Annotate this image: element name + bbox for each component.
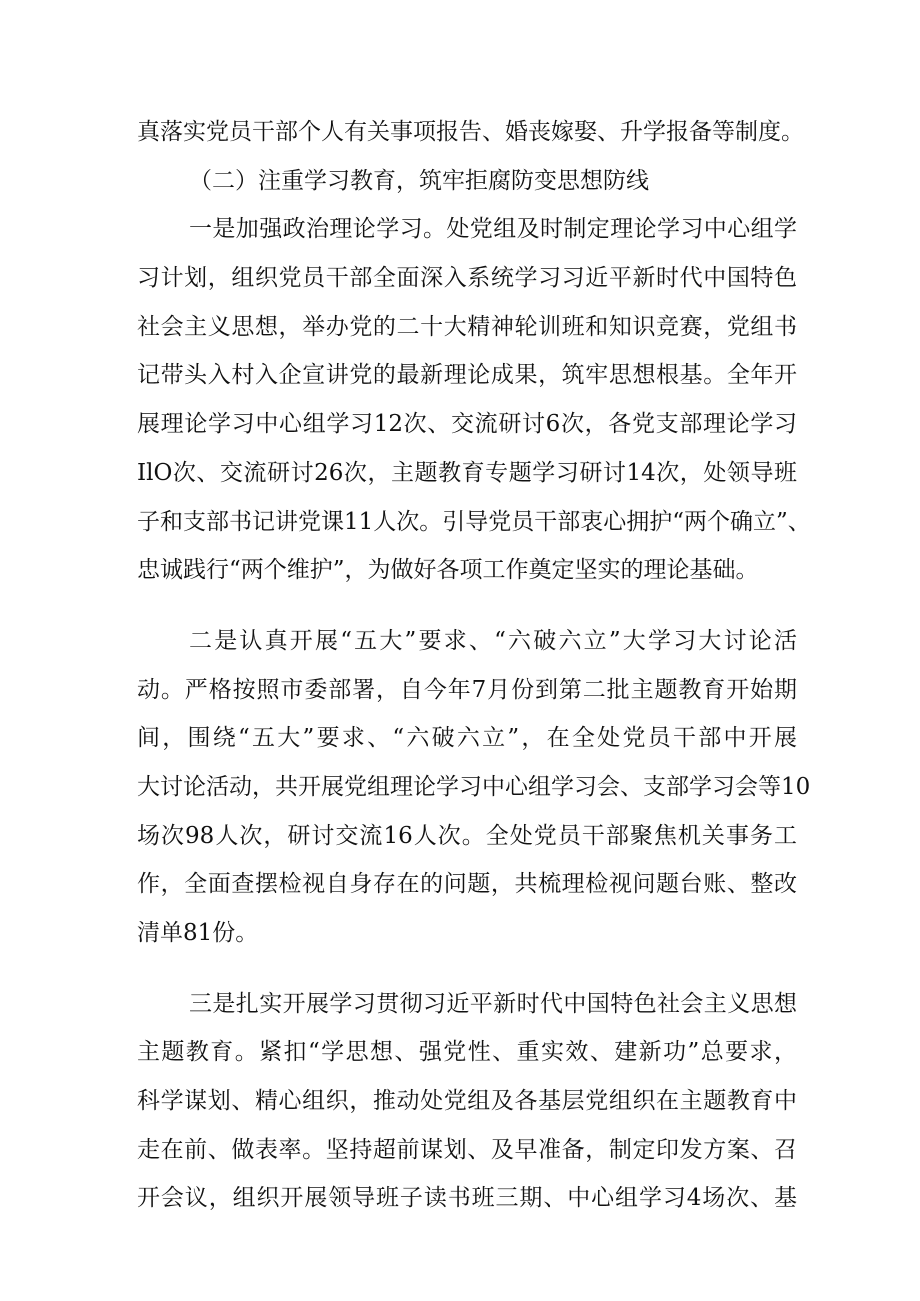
text-line: 科学谋划、精心组织，推动处党组及各基层党组织在主题教育中 <box>137 1088 797 1115</box>
text-line: 忠诚践行“两个维护”，为做好各项工作奠定坚实的理论基础。 <box>137 557 759 584</box>
text-line: 主题教育。紧扣“学思想、强党性、重实效、建新功”总要求， <box>137 1039 797 1066</box>
paragraph-gap <box>137 595 797 617</box>
text-line: 真落实党员干部个人有关事项报告、婚丧嫁娶、升学报备等制度。 <box>137 119 804 145</box>
text-line: IlO次、交流研讨26次，主题教育专题学习研讨14次，处领导班 <box>137 459 797 486</box>
paragraph-gap <box>137 958 797 980</box>
text-line: 记带头入村入企宣讲党的最新理论成果，筑牢思想根基。全年开 <box>137 362 797 389</box>
text-line: 一是加强政治理论学习。处党组及时制定理论学习中心组学 <box>189 216 797 243</box>
text-line: 开会议，组织开展领导班子读书班三期、中心组学习4场次、基 <box>137 1185 797 1212</box>
text-line: 二是认真开展“五大”要求、“六破六立”大学习大讨论活 <box>189 627 797 654</box>
text-line: （二）注重学习教育，筑牢拒腐防变思想防线 <box>189 167 649 194</box>
text-line: 动。严格按照市委部署，自今年7月份到第二批主题教育开始期 <box>137 676 797 703</box>
text-line: 展理论学习中心组学习12次、交流研讨6次，各党支部理论学习 <box>137 411 797 438</box>
text-line: 作，全面查摆检视自身存在的问题，共梳理检视问题台账、整改 <box>137 871 797 898</box>
text-line: 子和支部书记讲党课11人次。引导党员干部衷心拥护“两个确立”、 <box>137 508 811 535</box>
text-line: 场次98人次，研讨交流16人次。全处党员干部聚焦机关事务工 <box>137 822 797 849</box>
text-line: 习计划，组织党员干部全面深入系统学习习近平新时代中国特色 <box>137 265 797 292</box>
text-line: 社会主义思想，举办党的二十大精神轮训班和知识竞赛，党组书 <box>137 313 797 340</box>
text-line: 走在前、做表率。坚持超前谋划、及早准备，制定印发方案、召 <box>137 1136 797 1163</box>
text-line: 大讨论活动，共开展党组理论学习中心组学习会、支部学习会等10 <box>137 773 811 800</box>
text-line: 清单81份。 <box>137 920 259 946</box>
text-line: 三是扎实开展学习贯彻习近平新时代中国特色社会主义思想 <box>189 990 797 1017</box>
document-body <box>137 108 811 1223</box>
text-line: 间，围绕“五大”要求、“六破六立”，在全处党员干部中开展 <box>137 725 797 752</box>
